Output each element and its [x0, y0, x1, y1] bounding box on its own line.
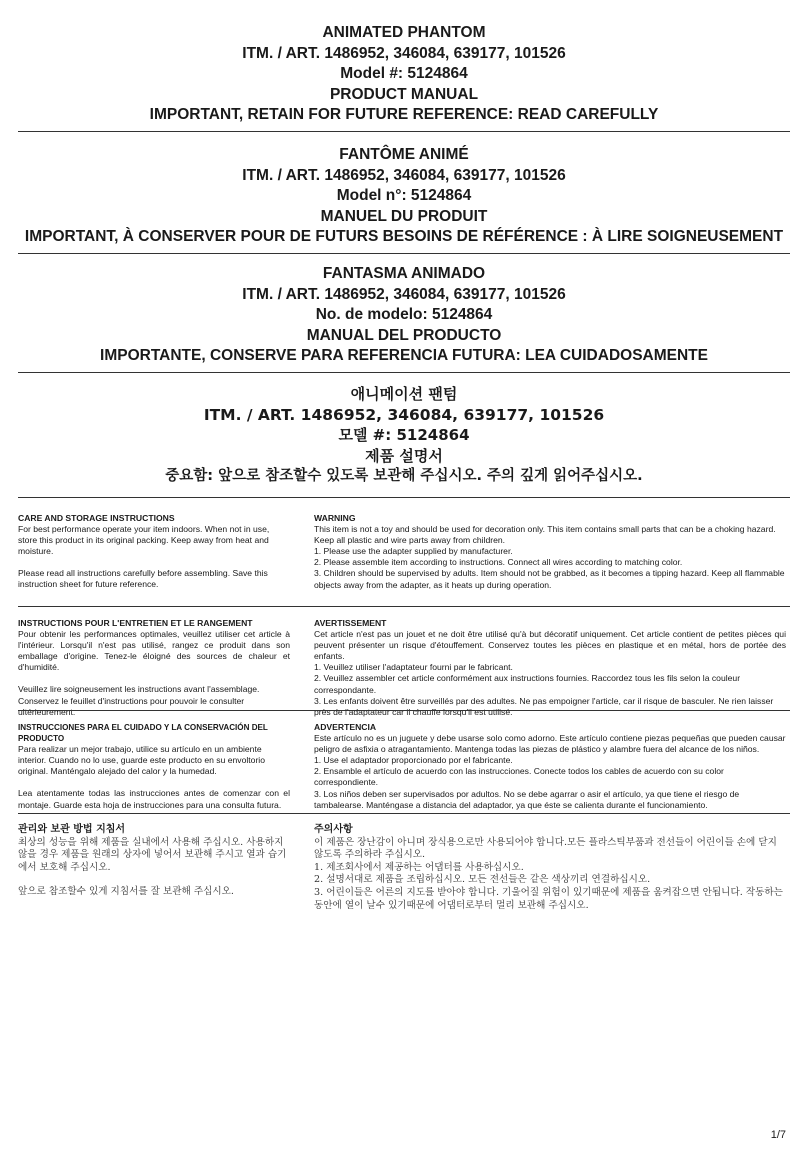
manual-label: MANUEL DU PRODUIT: [320, 207, 488, 225]
paragraph: Pour obtenir les performances optimales, veuillez utiliser cet article à l'intérieur. Lorsqu'il n'est pas utilisé, rangez ce produit dans son emballage d'origine. Tenez-le éloigné des sources de chaleur et d'humidité.: [18, 629, 290, 673]
item-numbers: ITM. / ART. 1486952, 346084, 639177, 101526: [242, 285, 566, 303]
item-numbers: ITM. / ART. 1486952, 346084, 639177, 101526: [242, 166, 566, 184]
header-spanish: [18, 264, 790, 367]
paragraph: Lea atentamente todas las instrucciones antes de comenzar con el montaje. Guarde esta hoja de instrucciones para una consulta futura.: [18, 788, 290, 810]
list-item: 1. Please use the adapter supplied by manufacturer.: [314, 546, 513, 557]
retain-notice: IMPORTANT, RETAIN FOR FUTURE REFERENCE: READ CAREFULLY: [149, 106, 659, 123]
divider: [18, 606, 790, 607]
list-item: 3. Children should be supervised by adults. Item should not be grabbed, as it becomes a tipping hazard. Keep all flammable objects away from the adapter, as it heats up during operation.: [314, 568, 785, 590]
manual-label: 제품 설명서: [365, 446, 443, 465]
page-number: 1/7: [770, 1129, 786, 1141]
paragraph: Cet article n'est pas un jouet et ne doit être utilisé qu'à but décoratif uniquement. Cet article contient de petites pièces qui peuvent présenter un risque d'étouffement. Conservez toutes les pièces en plastique et en métal, hors de portée des enfants.: [314, 629, 786, 662]
paragraph: Para realizar un mejor trabajo, utilice su artículo en un ambiente interior. Cuando no lo use, guarde este producto en su envoltorio original. Manténgalo alejado del calor y la humedad.: [18, 744, 265, 777]
section-heading: 주의사항: [314, 824, 353, 835]
section-heading: WARNING: [314, 513, 356, 523]
paragraph: 이 제품은 장난감이 아니며 장식용으로만 사용되어야 합니다.모든 플라스틱부품과 전선들이 어린이들 손에 닫지않도록 주의하라 주십시오.: [314, 836, 777, 861]
list-item: 3. 어린이들은 어른의 지도를 받아야 합니다. 기울어질 위험이 있기때문에 제품을 움켜잡으면 안됩니다. 작동하는 동안에 열이 날수 있기때문에 어댑터로부터 멀리 보관해 주십시오.: [314, 886, 783, 911]
product-title: FANTASMA ANIMADO: [322, 265, 486, 282]
section-heading: INSTRUCTIONS POUR L'ENTRETIEN ET LE RANGEMENT: [18, 618, 253, 628]
list-item: 2. 설명서대로 제품을 조립하십시오. 모든 전선들은 같은 색상끼리 연결하십시오.: [314, 874, 651, 886]
section-heading: CARE AND STORAGE INSTRUCTIONS: [18, 513, 175, 523]
warning-es: [314, 722, 786, 811]
model-number: Model n°: 5124864: [336, 187, 472, 204]
divider: [18, 253, 790, 254]
care-instructions-es: [18, 722, 290, 811]
divider: [18, 710, 790, 711]
header-korean: [18, 384, 790, 487]
paragraph: Veuillez lire soigneusement les instructions avant l'assemblage. Conservez le feuillet d'instructions pour pouvoir le consulter ultérieurement.: [18, 684, 260, 717]
warning-fr: [314, 618, 786, 718]
warning-en: [314, 513, 786, 591]
item-numbers: ITM. / ART. 1486952, 346084, 639177, 101526: [242, 44, 566, 62]
item-numbers: ITM. / ART. 1486952, 346084, 639177, 101526: [203, 405, 605, 424]
paragraph: For best performance operate your item indoors. When not in use, store this product in its original packing. Keep away from heat and moisture.: [18, 524, 270, 557]
product-title: FANTÔME ANIMÉ: [339, 146, 469, 163]
paragraph: 최상의 성능을 위해 제품을 실내에서 사용해 주십시오. 사용하지 않을 경우 제품을 원래의 상자에 넣어서 보관해 주시고 열과 습기에서 보호해 주십시오.: [18, 836, 287, 873]
divider: [18, 131, 790, 132]
paragraph: Este artículo no es un juguete y debe usarse solo como adorno. Este artículo contiene piezas pequeñas que pueden causar peligro de asfixia o atragantamiento. Mantenga todas las piezas de plástico y alambre fuera del alcance de los niños.: [314, 733, 786, 755]
list-item: 3. Los niños deben ser supervisados por adultos. No se debe agarrar o asir el artículo, ya que tiene el riesgo de tambalearse. Manténgase a distancia del adaptador, ya que éste se calienta durante el funcionamiento.: [314, 788, 740, 810]
list-item: 3. Les enfants doivent être surveillés par des adultes. Ne pas empoigner l'article, car il risque de basculer. Ne rien laisser près de l'adaptateur car il chauffe lorsqu'il est utilisé.: [314, 695, 774, 717]
section-heading: ADVERTENCIA: [314, 722, 377, 732]
divider: [18, 497, 790, 498]
header-english: [18, 23, 790, 126]
care-instructions-en: [18, 513, 290, 591]
section-heading: 관리와 보관 방법 지침서: [18, 824, 126, 835]
list-item: 1. Use el adaptador proporcionado por el fabricante.: [314, 755, 513, 766]
section-heading: INSTRUCCIONES PARA EL CUIDADO Y LA CONSERVACIÓN DEL PRODUCTO: [18, 723, 268, 744]
list-item: 1. 제조회사에서 제공하는 어댑터를 사용하십시오.: [314, 861, 524, 873]
manual-label: PRODUCT MANUAL: [329, 85, 479, 103]
model-number: No. de modelo: 5124864: [315, 306, 493, 323]
divider: [18, 372, 790, 373]
warning-ko: [314, 824, 786, 912]
paragraph: This item is not a toy and should be used for decoration only. This item contains small parts that can be a choking hazard. Keep all plastic and wire parts away from children.: [314, 524, 776, 546]
retain-notice: IMPORTANT, À CONSERVER POUR DE FUTURS BESOINS DE RÉFÉRENCE : À LIRE SOIGNEUSEMENT: [24, 228, 784, 245]
product-title: 애니메이션 팬텀: [350, 385, 458, 403]
care-instructions-fr: [18, 618, 290, 718]
divider: [18, 813, 790, 814]
list-item: 2. Ensamble el artículo de acuerdo con las instrucciones. Conecte todos los cables de acuerdo con su color correspondiente.: [314, 766, 724, 788]
section-heading: AVERTISSEMENT: [314, 618, 387, 628]
list-item: 1. Veuillez utiliser l'adaptateur fourni par le fabricant.: [314, 662, 513, 673]
product-title: ANIMATED PHANTOM: [322, 24, 486, 41]
retain-notice: IMPORTANTE, CONSERVE PARA REFERENCIA FUTURA: LEA CUIDADOSAMENTE: [100, 347, 708, 364]
model-number: 모델 #: 5124864: [338, 426, 470, 444]
manual-label: MANUAL DEL PRODUCTO: [306, 326, 502, 344]
paragraph: 앞으로 참조할수 있게 지침서를 잘 보관해 주십시오.: [18, 886, 234, 898]
list-item: 2. Please assemble item according to instructions. Connect all wires according to matching color.: [314, 557, 683, 568]
paragraph: Please read all instructions carefully before assembling. Save this instruction sheet for future reference.: [18, 568, 268, 590]
model-number: Model #: 5124864: [340, 65, 468, 82]
list-item: 2. Veuillez assembler cet article conformément aux instructions fournies. Raccordez tous les fils selon la couleur correspondante.: [314, 673, 741, 695]
retain-notice: 중요함: 앞으로 참조할수 있도록 보관해 주십시오. 주의 깊게 읽어주십시오.: [165, 468, 643, 484]
care-instructions-ko: [18, 824, 290, 899]
header-french: [18, 145, 790, 248]
